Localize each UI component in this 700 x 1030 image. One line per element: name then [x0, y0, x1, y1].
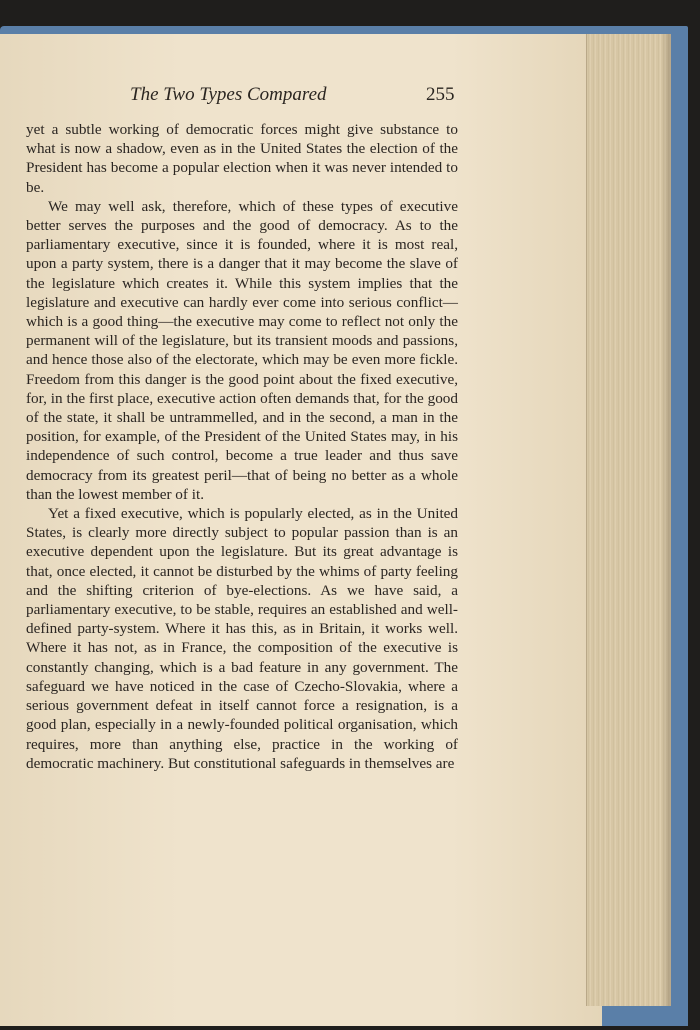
paragraph: yet a subtle working of democratic forces might give substance to what is now a shadow, even as in the United States the election of the President has become a popular election when it was never intended to be. — [26, 121, 458, 196]
paragraph: We may well ask, therefore, which of these types of executive better serves the purposes and the good of democracy. As to the parliamentary executive, since it is founded, where it is most real, upon a party system, there is a danger that it may become the slave of the legislature which creates it. While this system implies that the legislature and executive can hardly ever come into serious conflict—which is a good thing—the executive may come to reflect not only the permanent will of the legislature, but its transient moods and passions, and hence those also of the electorate, which may be even more fickle. Freedom from this danger is the good point about the fixed executive, for, in the first place, executive action often demands that, for the good of the state, it shall be untrammelled, and in the second, a man in the position, for example, of the President of the United States may, in his independence of such control, become a true leader and thus save democracy from its greatest peril—that of being no better as a whole than the lowest member of it. — [26, 197, 458, 503]
page-header — [0, 84, 590, 112]
paragraph: Yet a fixed executive, which is popularly elected, as in the United States, is clearly more directly subject to popular passion than is an executive dependent upon the legislature. But its great advantage is that, once elected, it cannot be disturbed by the whims of party feeling and the shifting criterion of bye-elections. As we have said, a parliamentary executive, to be stable, requires an established and well-defined party-system. Where it has this, as in Britain, it works well. Where it has not, as in France, the composition of the executive is constantly changing, which is a bad feature in any government. The safeguard we have noticed in the case of Czecho-Slovakia, where a serious government defeat in itself cannot force a resignation, is a good plan, especially in a newly-founded political organisation, which requires, more than anything else, practice in the working of democratic machinery. But constitutional safeguards in themselves are — [26, 505, 458, 772]
body-text — [26, 120, 458, 773]
running-head: The Two Types Compared — [130, 84, 327, 105]
page-number: 255 — [426, 84, 455, 105]
page-stack-edge — [586, 34, 671, 1006]
